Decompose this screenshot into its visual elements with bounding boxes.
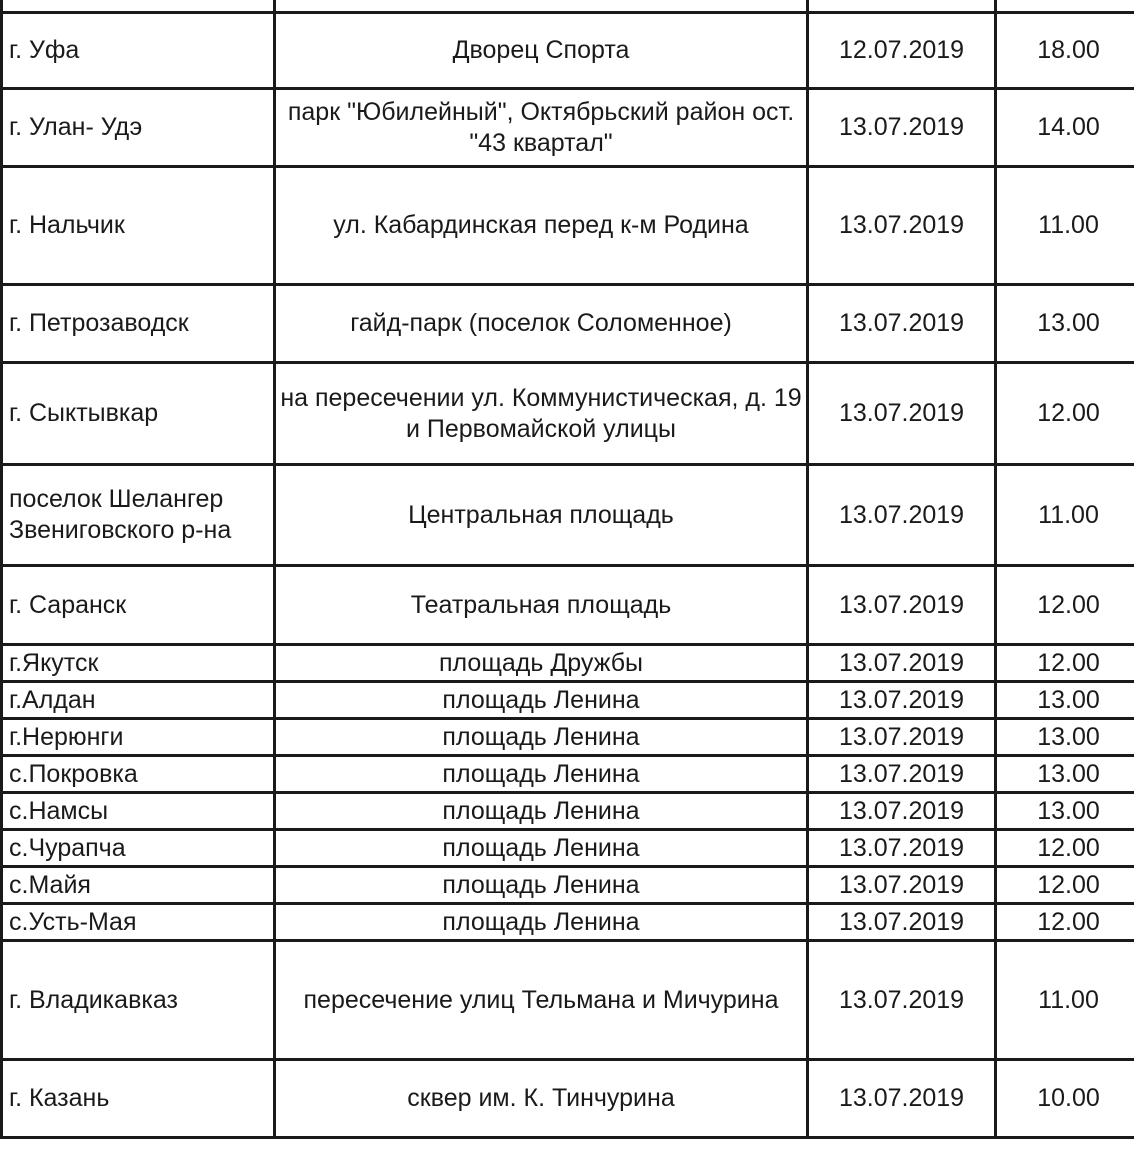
cell-date: 13.07.2019 (808, 719, 996, 756)
cell-place: площадь Ленина (275, 830, 808, 867)
cell-date: 13.07.2019 (808, 167, 996, 285)
cell-date: 13.07.2019 (808, 682, 996, 719)
cell-date: 13.07.2019 (808, 941, 996, 1060)
cell-empty (808, 0, 996, 13)
cell-date: 13.07.2019 (808, 566, 996, 645)
cell-time: 10.00 (996, 1060, 1134, 1138)
cell-time: 14.00 (996, 89, 1134, 167)
table-row (2, 13, 1134, 89)
cell-place: пересечение улиц Тельмана и Мичурина (275, 941, 808, 1060)
cell-empty (996, 0, 1134, 13)
table-row (2, 830, 1134, 867)
cell-time: 13.00 (996, 719, 1134, 756)
cell-place: сквер им. К. Тинчурина (275, 1060, 808, 1138)
cell-city: г. Улан- Удэ (2, 89, 275, 167)
table-row (2, 89, 1134, 167)
cell-date: 13.07.2019 (808, 904, 996, 941)
cell-city: г. Казань (2, 1060, 275, 1138)
cell-date: 13.07.2019 (808, 867, 996, 904)
cell-time: 13.00 (996, 682, 1134, 719)
cell-time: 12.00 (996, 645, 1134, 682)
cell-date: 13.07.2019 (808, 645, 996, 682)
cell-date: 13.07.2019 (808, 285, 996, 363)
cell-time: 18.00 (996, 13, 1134, 89)
cell-empty (275, 0, 808, 13)
table-row (2, 167, 1134, 285)
table-row (2, 645, 1134, 682)
cell-place: гайд-парк (поселок Соломенное) (275, 285, 808, 363)
cell-city: г.Якутск (2, 645, 275, 682)
cell-time: 11.00 (996, 941, 1134, 1060)
cell-time: 13.00 (996, 793, 1134, 830)
cell-date: 13.07.2019 (808, 756, 996, 793)
cell-time: 13.00 (996, 756, 1134, 793)
cell-time: 12.00 (996, 566, 1134, 645)
cell-place: площадь Дружбы (275, 645, 808, 682)
cell-date: 13.07.2019 (808, 89, 996, 167)
table-row (2, 719, 1134, 756)
cell-city: г.Нерюнги (2, 719, 275, 756)
cell-date: 13.07.2019 (808, 793, 996, 830)
cell-date: 13.07.2019 (808, 465, 996, 566)
cell-date: 13.07.2019 (808, 1060, 996, 1138)
table-row (2, 363, 1134, 465)
cell-place: площадь Ленина (275, 719, 808, 756)
cell-time: 11.00 (996, 167, 1134, 285)
cell-city: г. Сыктывкар (2, 363, 275, 465)
cell-time: 12.00 (996, 830, 1134, 867)
table-body (2, 0, 1134, 1138)
cell-place: площадь Ленина (275, 904, 808, 941)
cell-time: 13.00 (996, 285, 1134, 363)
cell-city: г. Владикавказ (2, 941, 275, 1060)
cell-place: Театральная площадь (275, 566, 808, 645)
table-row-partial (2, 0, 1134, 13)
cell-time: 12.00 (996, 867, 1134, 904)
table-row (2, 682, 1134, 719)
cell-place: площадь Ленина (275, 756, 808, 793)
cell-city: с.Покровка (2, 756, 275, 793)
table-row (2, 756, 1134, 793)
cell-city: г. Саранск (2, 566, 275, 645)
cell-place: площадь Ленина (275, 793, 808, 830)
cell-place: Центральная площадь (275, 465, 808, 566)
cell-time: 11.00 (996, 465, 1134, 566)
cell-city: с.Майя (2, 867, 275, 904)
cell-city: с.Усть-Мая (2, 904, 275, 941)
cell-place: площадь Ленина (275, 867, 808, 904)
cell-date: 13.07.2019 (808, 830, 996, 867)
table-row (2, 465, 1134, 566)
table-row (2, 1060, 1134, 1138)
cell-city: с.Чурапча (2, 830, 275, 867)
cell-place: площадь Ленина (275, 682, 808, 719)
cell-date: 12.07.2019 (808, 13, 996, 89)
cell-city: г. Нальчик (2, 167, 275, 285)
cell-city: г. Уфа (2, 13, 275, 89)
cell-time: 12.00 (996, 363, 1134, 465)
table-row (2, 793, 1134, 830)
cell-city: с.Намсы (2, 793, 275, 830)
cell-date: 13.07.2019 (808, 363, 996, 465)
cell-city: г.Алдан (2, 682, 275, 719)
cell-place: парк "Юбилейный", Октябрьский район ост. "43 квартал" (275, 89, 808, 167)
cell-city: поселок Шелангер Звениговского р-на (2, 465, 275, 566)
cell-time: 12.00 (996, 904, 1134, 941)
table-row (2, 566, 1134, 645)
table-row (2, 285, 1134, 363)
cell-city: г. Петрозаводск (2, 285, 275, 363)
cell-place: ул. Кабардинская перед к-м Родина (275, 167, 808, 285)
cell-place: на пересечении ул. Коммунистическая, д. 19 и Первомайской улицы (275, 363, 808, 465)
cell-place: Дворец Спорта (275, 13, 808, 89)
table-row (2, 867, 1134, 904)
cell-empty (2, 0, 275, 13)
table-row (2, 941, 1134, 1060)
table-row (2, 904, 1134, 941)
